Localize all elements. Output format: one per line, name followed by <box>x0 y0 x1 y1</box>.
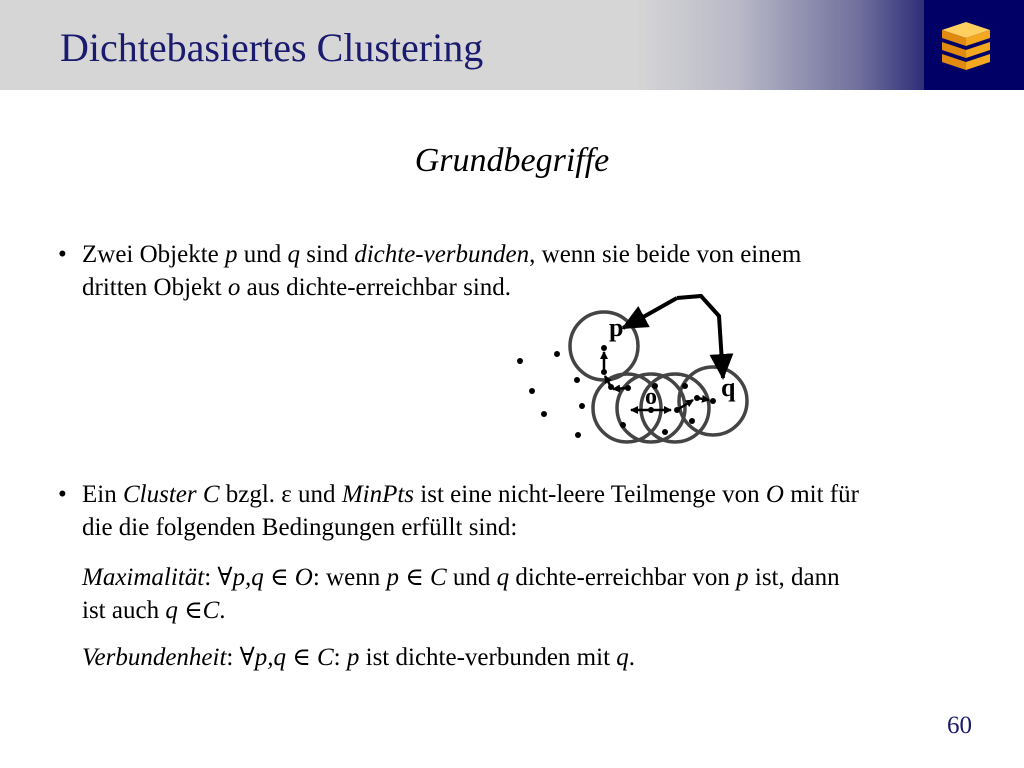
text-segment: : wenn <box>312 564 387 591</box>
text-segment: ∈ <box>285 644 317 671</box>
var-q: q <box>287 241 301 268</box>
var-C: C <box>316 644 334 671</box>
var-p: p <box>736 564 749 591</box>
text-segment: ist dichte-verbunden mit <box>359 644 617 671</box>
text-segment: ∈ <box>263 564 295 591</box>
label-p: p <box>609 313 624 342</box>
logo <box>924 0 1024 90</box>
text-segment: dichte-erreichbar von <box>509 564 737 591</box>
text-segment: bzgl. ε und <box>219 481 342 508</box>
text-segment: , wenn sie beide von einem <box>529 241 802 268</box>
text-segment: sind <box>300 241 355 268</box>
text-segment: mit für <box>783 481 859 508</box>
term-minpts: MinPts <box>341 481 415 508</box>
text-segment: und <box>446 564 497 591</box>
text-segment: ∈ <box>177 597 203 624</box>
term-cluster-c: Cluster C <box>122 481 220 508</box>
connectivity-condition <box>58 641 1002 674</box>
text-segment: : ∀ <box>204 564 233 591</box>
var-C: C <box>429 564 447 591</box>
text-segment: . <box>219 597 226 624</box>
density-connectivity-diagram <box>505 288 755 453</box>
bullet-marker: • <box>58 481 67 508</box>
var-O: O <box>294 564 313 591</box>
bullet-marker: • <box>58 241 67 268</box>
var-pq: p,q <box>254 644 286 671</box>
term-dense-connected: dichte-verbunden <box>354 241 530 268</box>
page-number: 60 <box>947 712 972 739</box>
var-O: O <box>765 481 784 508</box>
label-o: o <box>645 384 657 410</box>
text-segment: : ∀ <box>226 644 255 671</box>
slide-title: Dichtebasiertes Clustering <box>60 25 484 70</box>
text-segment: ist eine nicht-leere Teilmenge von <box>414 481 766 508</box>
text-segment: dritten Objekt <box>82 274 228 301</box>
term-maximality: Maximalität <box>82 564 205 591</box>
text-segment: Zwei Objekte <box>82 241 226 268</box>
bullet-cluster-definition <box>58 478 978 544</box>
text-segment: : <box>333 644 347 671</box>
text-segment: Ein <box>82 481 123 508</box>
slide-header <box>0 0 1024 90</box>
slide-subtitle: Grundbegriffe <box>414 142 610 179</box>
text-segment: ist, dann <box>748 564 840 591</box>
text-segment: ∈ <box>398 564 430 591</box>
term-connectivity: Verbundenheit <box>82 644 227 671</box>
text-segment: ist auch <box>82 597 166 624</box>
var-o: o <box>227 274 241 301</box>
var-q: q <box>616 644 629 671</box>
var-p: p <box>386 564 399 591</box>
text-segment: und <box>237 241 288 268</box>
var-p: p <box>225 241 238 268</box>
var-q: q <box>496 564 510 591</box>
var-C: C <box>202 597 220 624</box>
text-segment: aus dichte-erreichbar sind. <box>240 274 512 301</box>
var-pq: p,q <box>232 564 264 591</box>
maximality-condition <box>58 561 1002 627</box>
text-segment: . <box>628 644 636 671</box>
text-line: die die folgenden Bedingungen erfüllt sind: <box>82 514 518 541</box>
var-p: p <box>346 644 360 671</box>
database-logo-icon <box>939 16 993 74</box>
label-q: q <box>721 373 736 402</box>
var-q: q <box>165 597 178 624</box>
